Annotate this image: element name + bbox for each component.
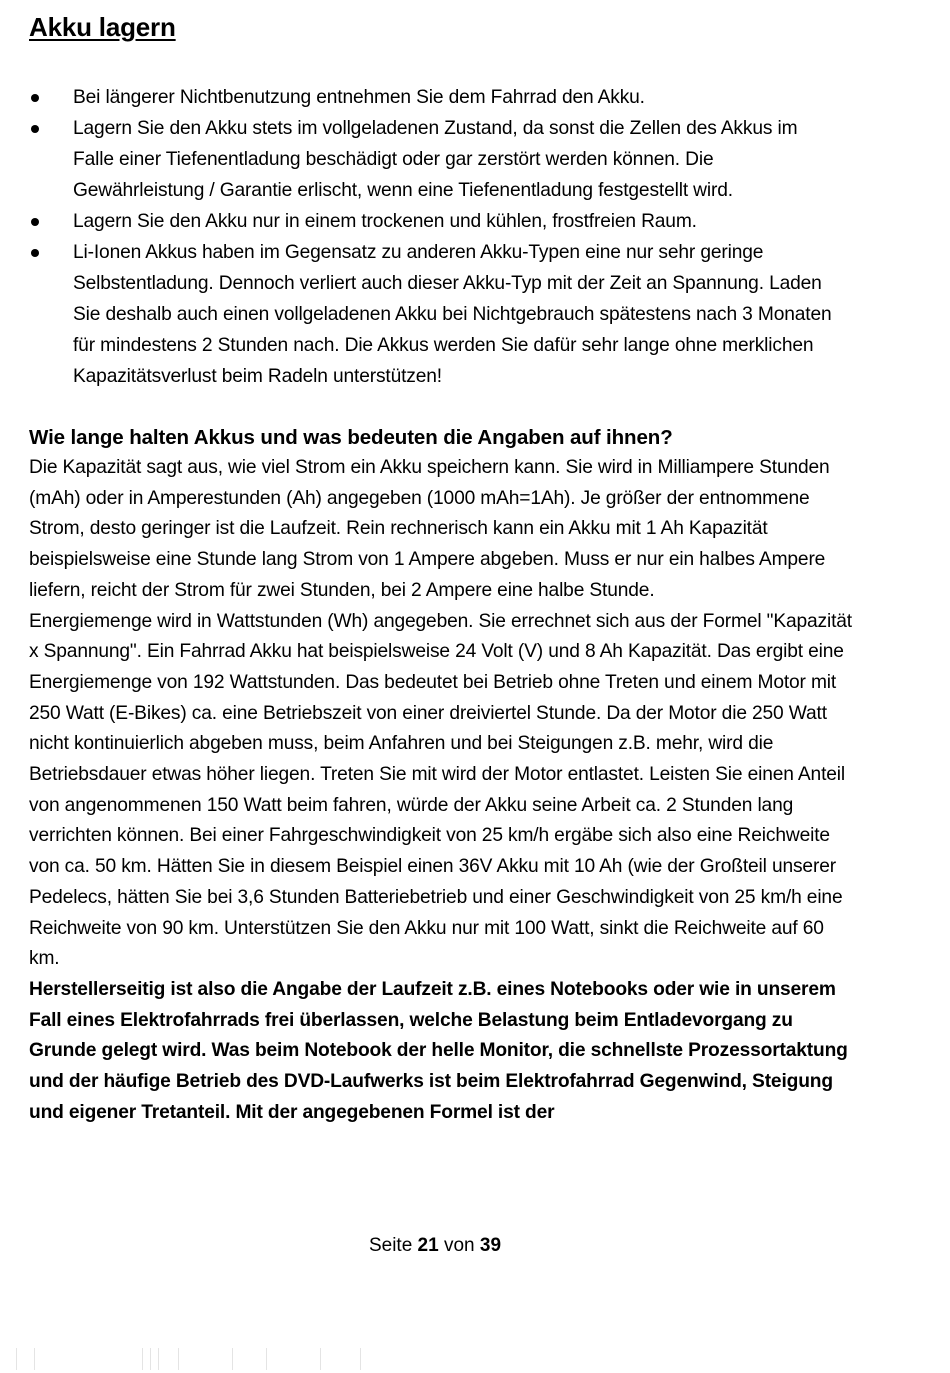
list-item [0, 206, 843, 237]
bullet-icon [31, 218, 39, 226]
bullet-icon [31, 125, 39, 133]
scan-mark [320, 1348, 321, 1370]
scan-mark [178, 1348, 179, 1370]
current-page-number: 21 [417, 1235, 439, 1256]
manufacturer-paragraph: Herstellerseitig ist also die Angabe der Laufzeit z.B. eines Notebooks oder wie in unserem Fall eines Elektrofahrrads frei überlassen, welche Belastung beim Entladevorgang zu Grunde gelegt wird. Was beim Notebook der helle Monitor, die schnellste Prozessortaktung und der häufige Betrieb des DVD-Laufwerks ist beim Elektrofahrrad Gegenwind, Steigung und eigener Tretanteil. Mit der angegebenen Formel ist der [29, 978, 848, 1123]
list-item-text: Li-Ionen Akkus haben im Gegensatz zu anderen Akku-Typen eine nur sehr geringe Selbstentladung. Dennoch verliert auch dieser Akku-Typ mit der Zeit an Spannung. Laden Sie deshalb auch einen vollgeladenen Akku bei Nichtgebrauch spätestens nach 3 Monaten für mindestens 2 Stunden nach. Die Akkus werden Sie dafür sehr lange ohne merklichen Kapazitätsverlust beim Radeln unterstützen! [73, 242, 832, 387]
scan-mark [16, 1348, 17, 1370]
scan-artifact-marks [0, 1348, 400, 1373]
list-item-text: Lagern Sie den Akku stets im vollgeladenen Zustand, da sonst die Zellen des Akkus im Falle einer Tiefenentladung beschädigt oder gar zerstört werden können. Die Gewährleistung / Garantie erlischt, wenn eine Tiefenentladung festgestellt wird. [73, 118, 798, 201]
page-title: Akku lagern [29, 12, 176, 42]
capacity-paragraph: Die Kapazität sagt aus, wie viel Strom ein Akku speichern kann. Sie wird in Milliampere Stunden (mAh) oder in Amperestunden (Ah) angegeben (1000 mAh=1Ah). Je größer der entnommene Strom, desto geringer ist die Laufzeit. Rein rechnerisch kann ein Akku mit 1 Ah Kapazität beispielsweise eine Stunde lang Strom von 1 Ampere abgeben. Muss er nur ein halbes Ampere liefern, reicht der Strom für zwei Stunden, bei 2 Ampere eine halbe Stunde. [29, 457, 830, 601]
list-item [0, 113, 843, 206]
list-item [0, 82, 843, 113]
battery-info-section [29, 423, 859, 1128]
bullet-icon [31, 249, 39, 257]
footer-separator: von [443, 1235, 475, 1256]
list-item-text: Bei längerer Nichtbenutzung entnehmen Sie dem Fahrrad den Akku. [73, 87, 645, 108]
scan-mark [142, 1348, 143, 1370]
total-page-count: 39 [479, 1235, 502, 1256]
list-item-text: Lagern Sie den Akku nur in einem trockenen und kühlen, frostfreien Raum. [73, 211, 697, 232]
list-item [0, 237, 843, 392]
page-footer [0, 1232, 870, 1260]
scan-mark [158, 1348, 159, 1370]
scan-mark [266, 1348, 267, 1370]
scan-mark [34, 1348, 35, 1370]
bullet-icon [31, 94, 39, 102]
scan-mark [360, 1348, 361, 1370]
energy-paragraph: Energiemenge wird in Wattstunden (Wh) angegeben. Sie errechnet sich aus der Formel "Kapazität x Spannung". Ein Fahrrad Akku hat beispielsweise 24 Volt (V) und 8 Ah Kapazität. Das ergibt eine Energiemenge von 192 Wattstunden. Das bedeutet bei Betrieb ohne Treten und einem Motor mit 250 Watt (E-Bikes) ca. eine Betriebszeit von einer dreiviertel Stunde. Da der Motor die 250 Watt nicht kontinuierlich abgeben muss, beim Anfahren und bei Steigungen z.B. mehr, wird die Betriebsdauer etwas höher liegen. Treten Sie mit wird der Motor entlastet. Leisten Sie einen Anteil von angenommenen 150 Watt beim fahren, würde der Akku seine Arbeit ca. 2 Stunden lang verrichten können. Bei einer Fahrgeschwindigkeit von 25 km/h ergäbe sich also eine Reichweite von ca. 50 km. Hätten Sie in diesem Beispiel einen 36V Akku mit 10 Ah (wie der Großteil unserer Pedelecs, hätten Sie bei 3,6 Stunden Batteriebetrieb und einer Geschwindigkeit von 25 km/h eine Reichweite von 90 km. Unterstützen Sie den Akku nur mit 100 Watt, sinkt die Reichweite auf 60 km. [29, 610, 852, 970]
section-heading: Wie lange halten Akkus und was bedeuten die Angaben auf ihnen? [29, 426, 673, 449]
scan-mark [150, 1348, 151, 1370]
scan-mark [232, 1348, 233, 1370]
footer-prefix: Seite [368, 1235, 413, 1256]
storage-bullet-list [0, 82, 950, 392]
